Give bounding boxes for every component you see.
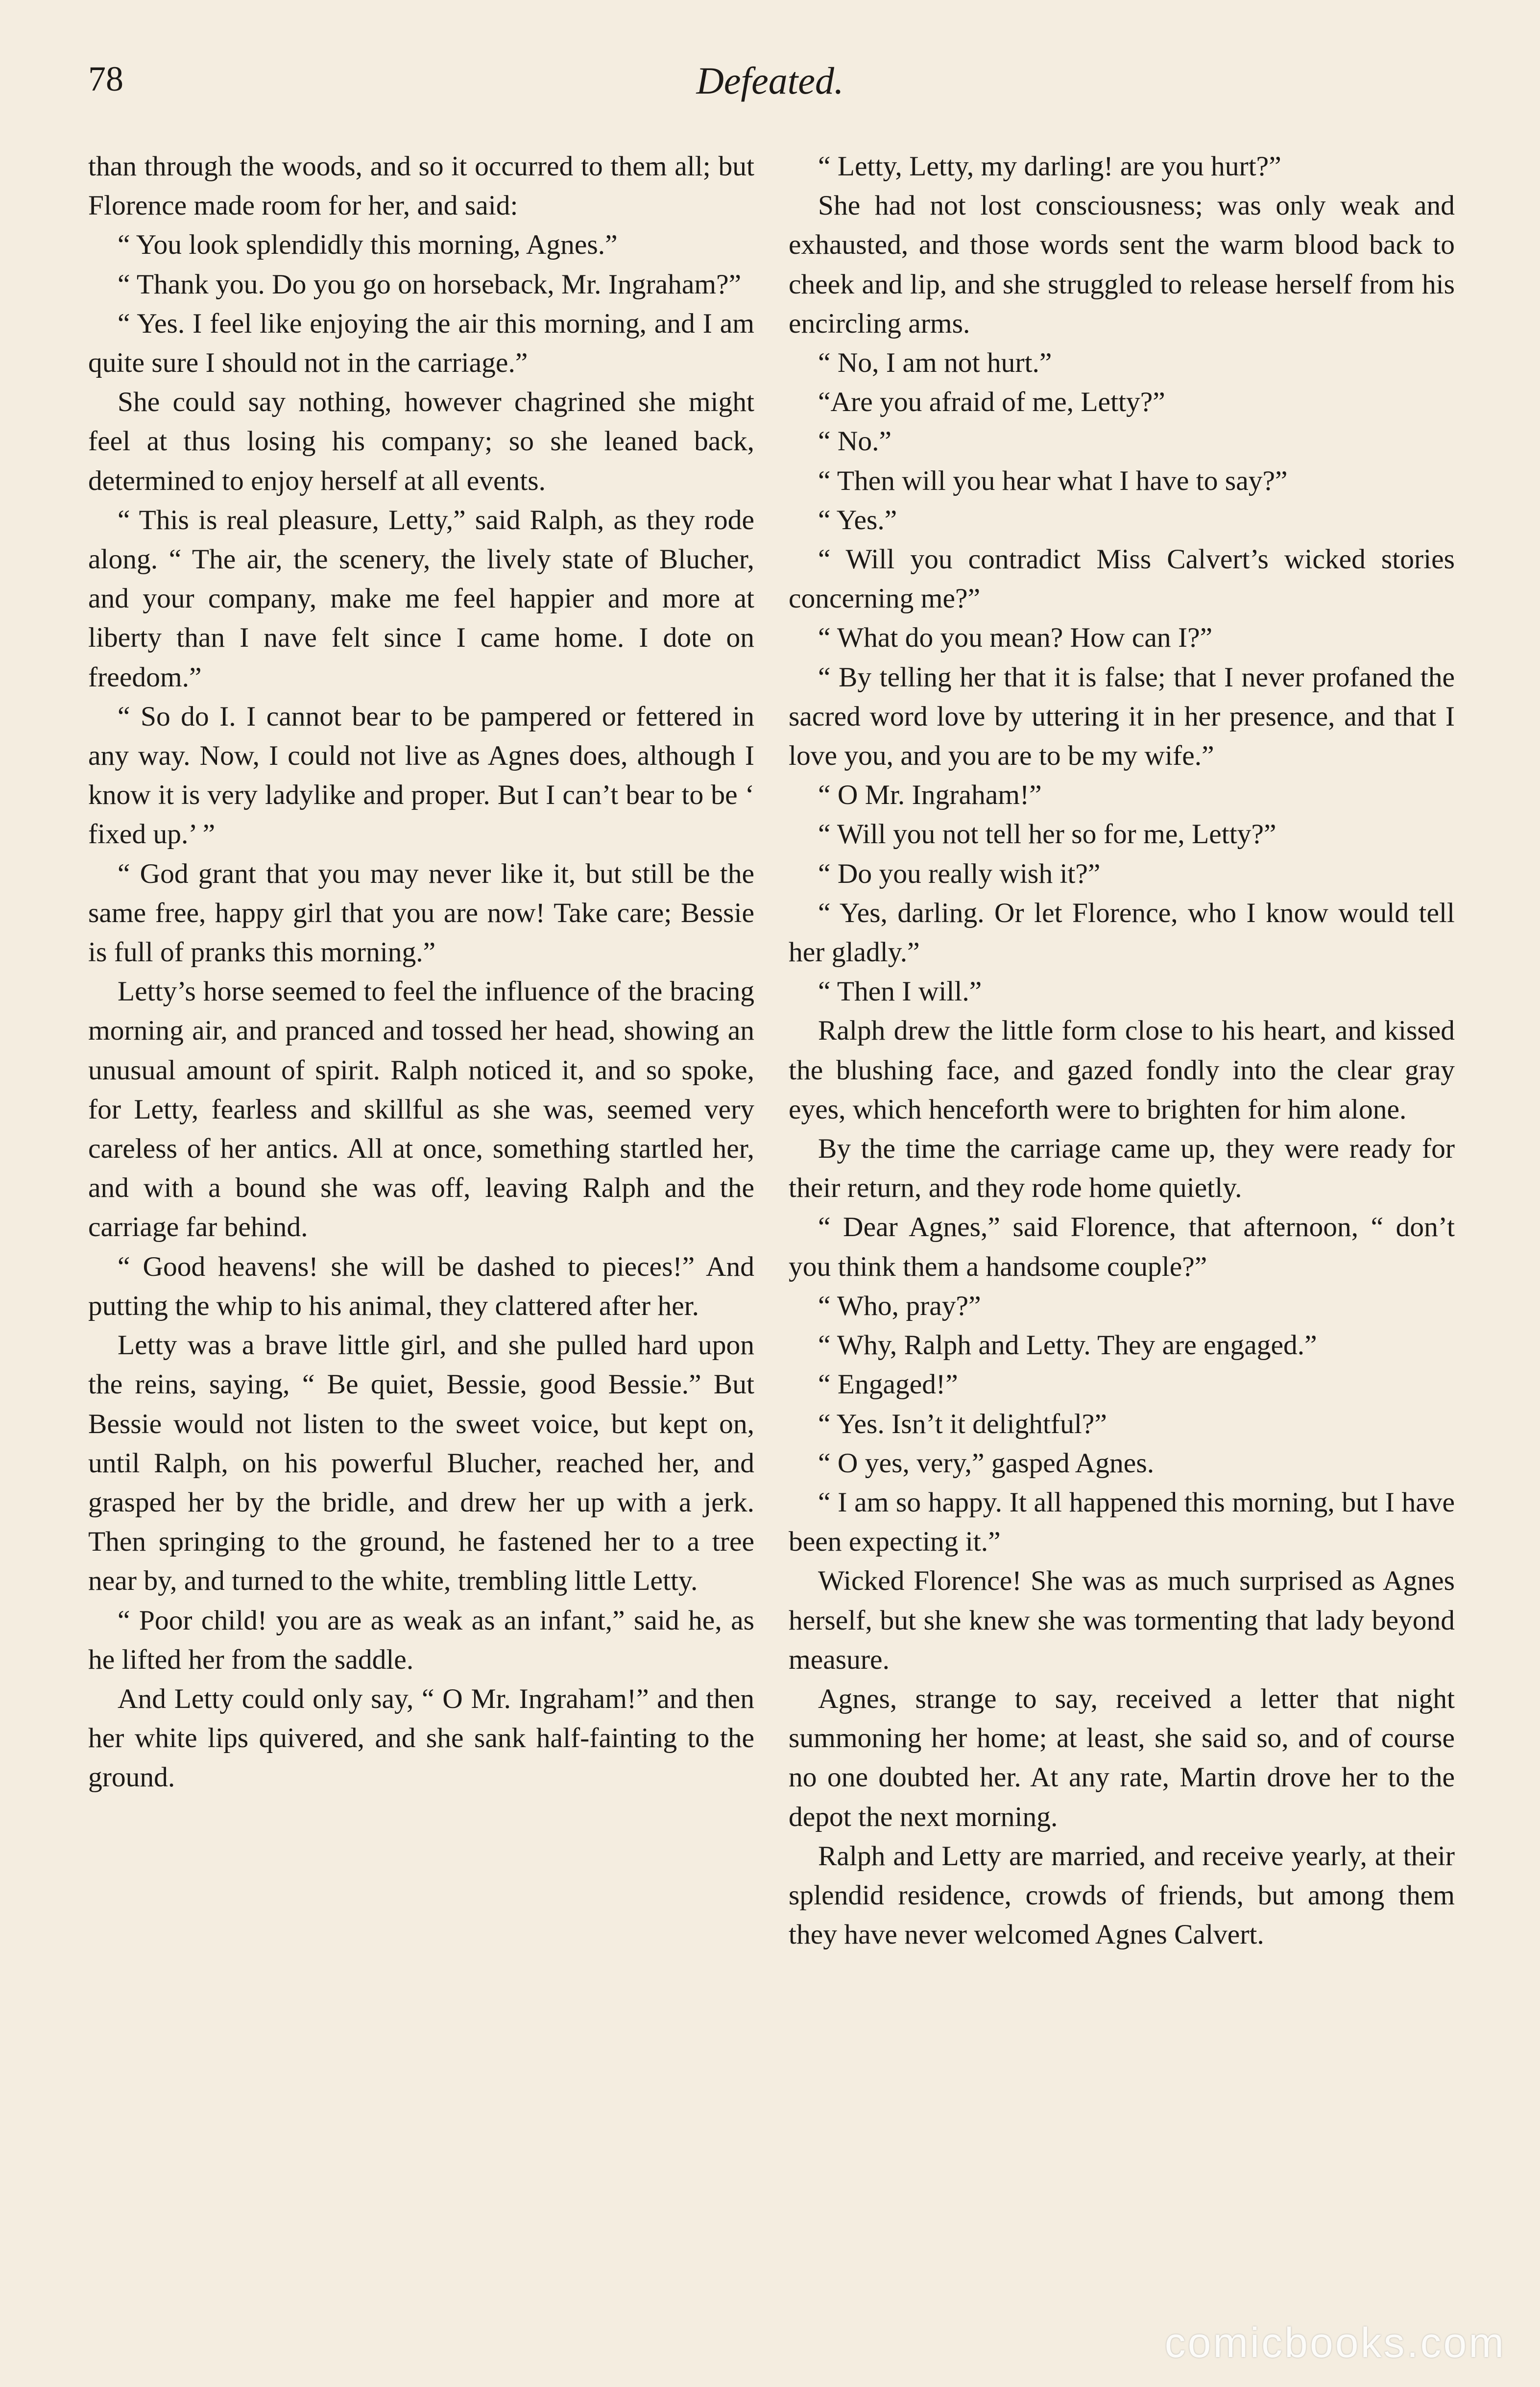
paragraph: “ Letty, Letty, my darling! are you hurt?” (818, 151, 1281, 182)
paragraph: “ What do you mean? How can I?” (818, 622, 1213, 654)
paragraph: Ralph drew the little form close to his heart, and kissed the blushing face, and gazed fondly into the clear gray eyes, which henceforth were to brighten for him alone. (789, 1015, 1455, 1125)
left-column (88, 147, 754, 1798)
paragraph: “ I am so happy. It all happened this morning, but I have been expecting it.” (789, 1486, 1455, 1558)
paragraph: She could say nothing, however chagrined she might feel at thus losing his company; so she leaned back, determined to enjoy herself at all events. (88, 387, 754, 496)
paragraph: “ Poor child! you are as weak as an infant,” said he, as he lifted her from the saddle. (88, 1605, 754, 1675)
paragraph: “ Then I will.” (818, 976, 982, 1007)
paragraph: “ Yes. I feel like enjoying the air this morning, and I am quite sure I should not in the carriage.” (88, 308, 754, 379)
watermark: comicbooks.com (1164, 2319, 1506, 2366)
paragraph: Letty’s horse seemed to feel the influence of the bracing morning air, and pranced and tossed her head, showing an unusual amount of spirit. Ralph noticed it, and so spoke, for Letty, fearless and skillful as she was, seemed very careless of her antics. All at once, something startled her, and with a bound she was off, leaving Ralph and the carriage far behind. (88, 976, 754, 1243)
paragraph: And Letty could only say, “ O Mr. Ingraham!” and then her white lips quivered, and she sank half-fainting to the ground. (88, 1683, 754, 1793)
paragraph: “ O Mr. Ingraham!” (818, 779, 1042, 811)
paragraph: “Are you afraid of me, Letty?” (818, 387, 1165, 418)
paragraph: “ Dear Agnes,” said Florence, that afternoon, “ don’t you think them a handsome couple?” (789, 1212, 1455, 1282)
paragraph: Letty was a brave little girl, and she pulled hard upon the reins, saying, “ Be quiet, Bessie, good Bessie.” But Bessie would not listen to the sweet voice, but kept on, until Ralph, on his powerful Blucher, reached her, and grasped her by the bridle, and drew her up with a jerk. Then springing to the ground, he fastened her to a tree near by, and turned to the white, trembling little Letty. (88, 1330, 754, 1597)
paragraph: Ralph and Letty are married, and receive yearly, at their splendid residence, crowds of friends, but among them they have never welcomed Agnes Calvert. (789, 1840, 1455, 1950)
paragraph: “ You look splendidly this morning, Agnes.” (118, 229, 618, 261)
paragraph: She had not lost consciousness; was only weak and exhausted, and those words sent the warm blood back to cheek and lip, and she struggled to release herself from his encircling arms. (789, 190, 1455, 339)
paragraph: “ Who, pray?” (818, 1290, 981, 1321)
paragraph: “ Will you contradict Miss Calvert’s wicked stories concerning me?” (789, 544, 1455, 614)
paragraph: “ Do you really wish it?” (818, 858, 1101, 889)
paragraph: By the time the carriage came up, they were ready for their return, and they rode home quietly. (789, 1133, 1455, 1204)
paragraph: “ By telling her that it is false; that I never profaned the sacred word love by uttering it in her presence, and that I love you, and you are to be my wife.” (789, 661, 1455, 772)
paragraph: “ Engaged!” (818, 1369, 958, 1400)
paragraph: “ So do I. I cannot bear to be pampered or fettered in any way. Now, I could not live as Agnes does, although I know it is very ladylike and proper. But I can’t bear to be ‘ fixed up.’ ” (88, 701, 754, 850)
paragraph: “ Why, Ralph and Letty. They are engaged.” (818, 1330, 1317, 1361)
paragraph: “ Good heavens! she will be dashed to pieces!” And putting the whip to his animal, they clattered after her. (88, 1251, 754, 1321)
paragraph: “ Thank you. Do you go on horseback, Mr. Ingraham?” (118, 268, 742, 300)
paragraph: “ No.” (818, 426, 892, 457)
paragraph: “ Will you not tell her so for me, Letty?” (818, 819, 1276, 850)
paragraph: “ This is real pleasure, Letty,” said Ralph, as they rode along. “ The air, the scenery, the lively state of Blucher, and your company, make me feel happier and more at liberty than I nave felt since I came home. I dote on freedom.” (88, 504, 754, 693)
paragraph: “ Yes, darling. Or let Florence, who I know would tell her gladly.” (789, 897, 1455, 968)
right-column (789, 147, 1455, 1954)
paragraph: “ Then will you hear what I have to say?” (818, 465, 1288, 496)
paragraph: “ O yes, very,” gasped Agnes. (818, 1447, 1155, 1479)
paragraph: Wicked Florence! She was as much surprised as Agnes herself, but she knew she was tormenting that lady beyond measure. (789, 1565, 1455, 1675)
paragraph: “ God grant that you may never like it, but still be the same free, happy girl that you are now! Take care; Bessie is full of pranks this morning.” (88, 858, 754, 968)
paragraph: “ Yes.” (818, 504, 897, 536)
running-title: Defeated. (696, 59, 844, 102)
paragraph: “ Yes. Isn’t it delightful?” (818, 1408, 1107, 1439)
paragraph: than through the woods, and so it occurred to them all; but Florence made room for her, and said: (88, 151, 754, 221)
page-header (88, 59, 1452, 113)
paragraph: Agnes, strange to say, received a letter that night summoning her home; at least, she said so, and of course no one doubted her. At any rate, Martin drove her to the depot the next morning. (789, 1683, 1455, 1832)
paragraph: “ No, I am not hurt.” (818, 347, 1052, 379)
page-number: 78 (88, 59, 123, 98)
